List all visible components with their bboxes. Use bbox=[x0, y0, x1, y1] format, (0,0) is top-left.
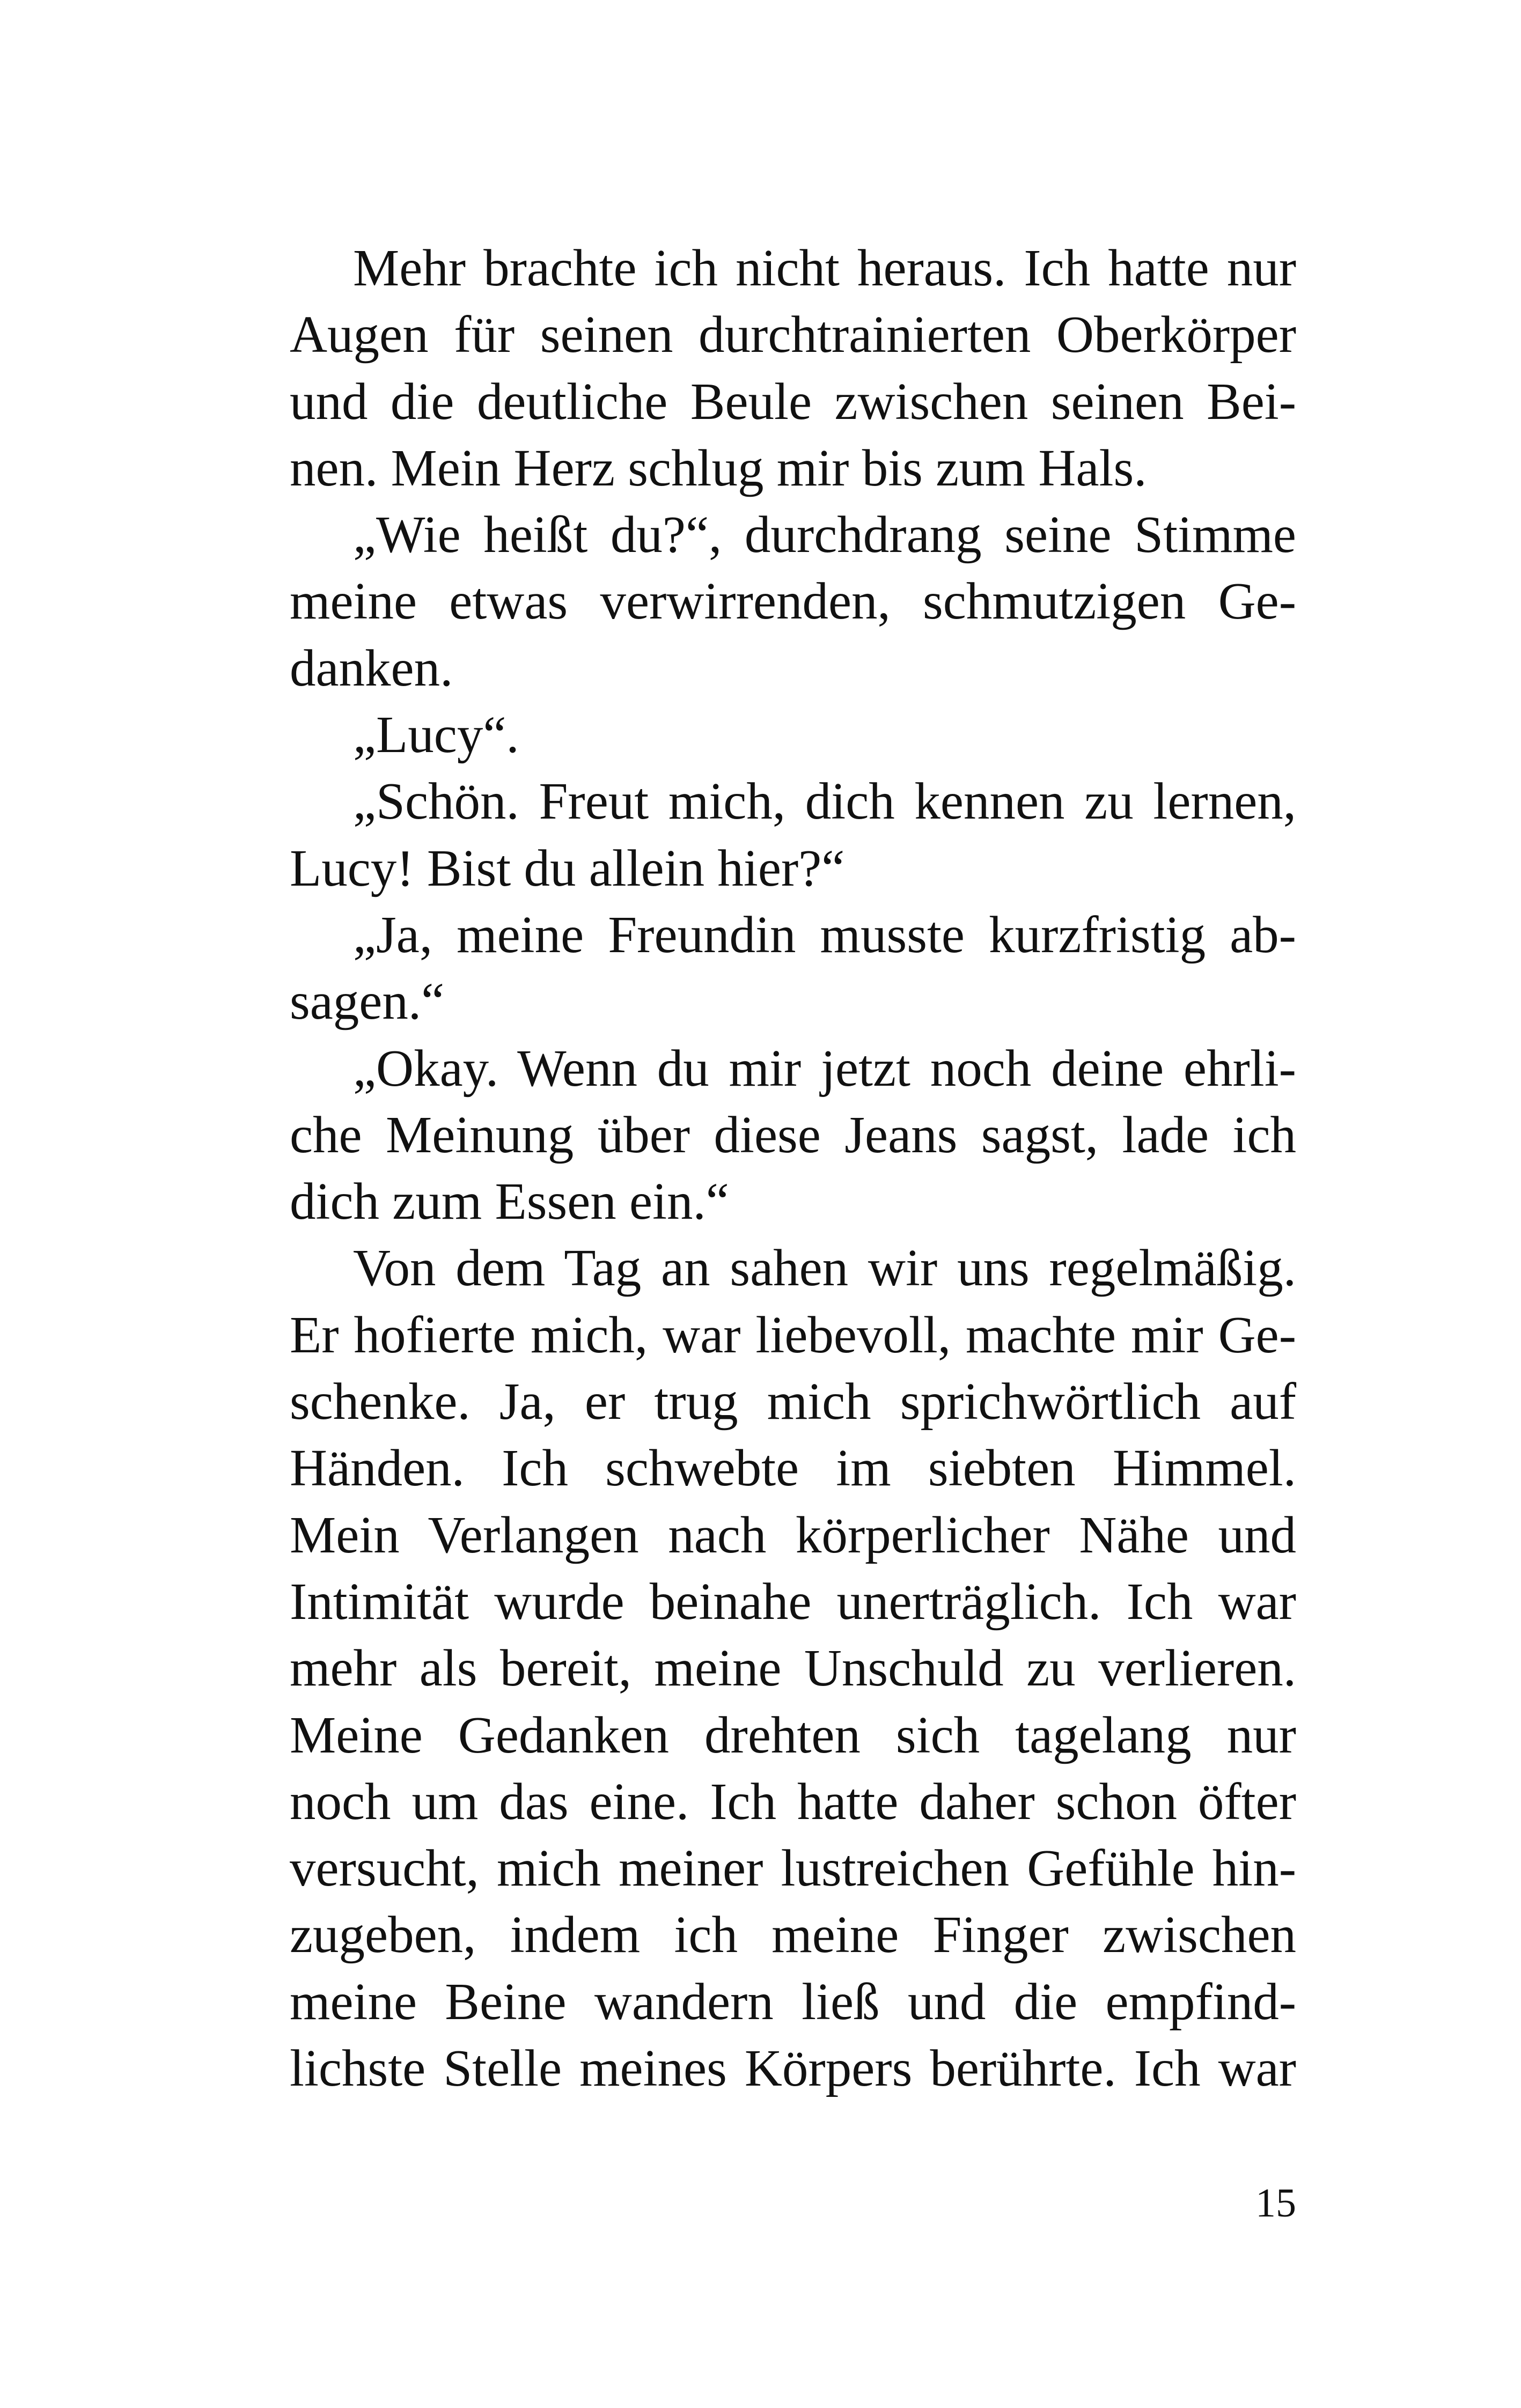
text-line: mehr als bereit, meine Unschuld zu verlieren. bbox=[290, 1639, 1296, 1697]
text-line: noch um das eine. Ich hatte daher schon öfter bbox=[290, 1772, 1296, 1830]
text-line: und die deutliche Beule zwischen seinen Bei- bbox=[290, 372, 1296, 430]
page-number: 15 bbox=[1255, 2181, 1296, 2226]
text-line: „Okay. Wenn du mir jetzt noch deine ehrli- bbox=[353, 1039, 1296, 1097]
text-line: Er hofierte mich, war liebevoll, machte mir Ge- bbox=[290, 1306, 1296, 1364]
text-line: Intimität wurde beinahe unerträglich. Ich war bbox=[290, 1572, 1296, 1630]
text-line: danken. bbox=[290, 639, 453, 697]
text-line: Von dem Tag an sahen wir uns regelmäßig. bbox=[353, 1239, 1296, 1297]
text-line: schenke. Ja, er trug mich sprichwörtlich auf bbox=[290, 1373, 1296, 1431]
text-line: Händen. Ich schwebte im siebten Himmel. bbox=[290, 1439, 1296, 1497]
body-text bbox=[290, 235, 1296, 2102]
text-line: Mein Verlangen nach körperlicher Nähe und bbox=[290, 1506, 1296, 1564]
text-line: Mehr brachte ich nicht heraus. Ich hatte nur bbox=[353, 239, 1296, 297]
text-line: lichste Stelle meines Körpers berührte. Ich war bbox=[290, 2039, 1296, 2097]
text-line: che Meinung über diese Jeans sagst, lade ich bbox=[290, 1106, 1296, 1164]
text-line: dich zum Essen ein.“ bbox=[290, 1173, 729, 1231]
text-line: Lucy! Bist du allein hier?“ bbox=[290, 839, 845, 897]
text-line: „Schön. Freut mich, dich kennen zu lernen, bbox=[353, 772, 1296, 830]
text-line: Augen für seinen durchtrainierten Oberkörper bbox=[290, 306, 1296, 364]
text-line: meine etwas verwirrenden, schmutzigen Ge- bbox=[290, 572, 1296, 630]
text-line: „Lucy“. bbox=[353, 706, 519, 764]
text-line: Meine Gedanken drehten sich tagelang nur bbox=[290, 1706, 1296, 1764]
text-line: zugeben, indem ich meine Finger zwischen bbox=[290, 1906, 1296, 1964]
text-line: „Ja, meine Freundin musste kurzfristig ab- bbox=[353, 905, 1296, 963]
text-line: versucht, mich meiner lustreichen Gefühle hin- bbox=[290, 1839, 1296, 1897]
text-line: meine Beine wandern ließ und die empfind- bbox=[290, 1972, 1296, 2030]
text-line: sagen.“ bbox=[290, 973, 445, 1030]
text-line: nen. Mein Herz schlug mir bis zum Hals. bbox=[290, 439, 1147, 497]
text-line: „Wie heißt du?“, durchdrang seine Stimme bbox=[353, 506, 1296, 564]
